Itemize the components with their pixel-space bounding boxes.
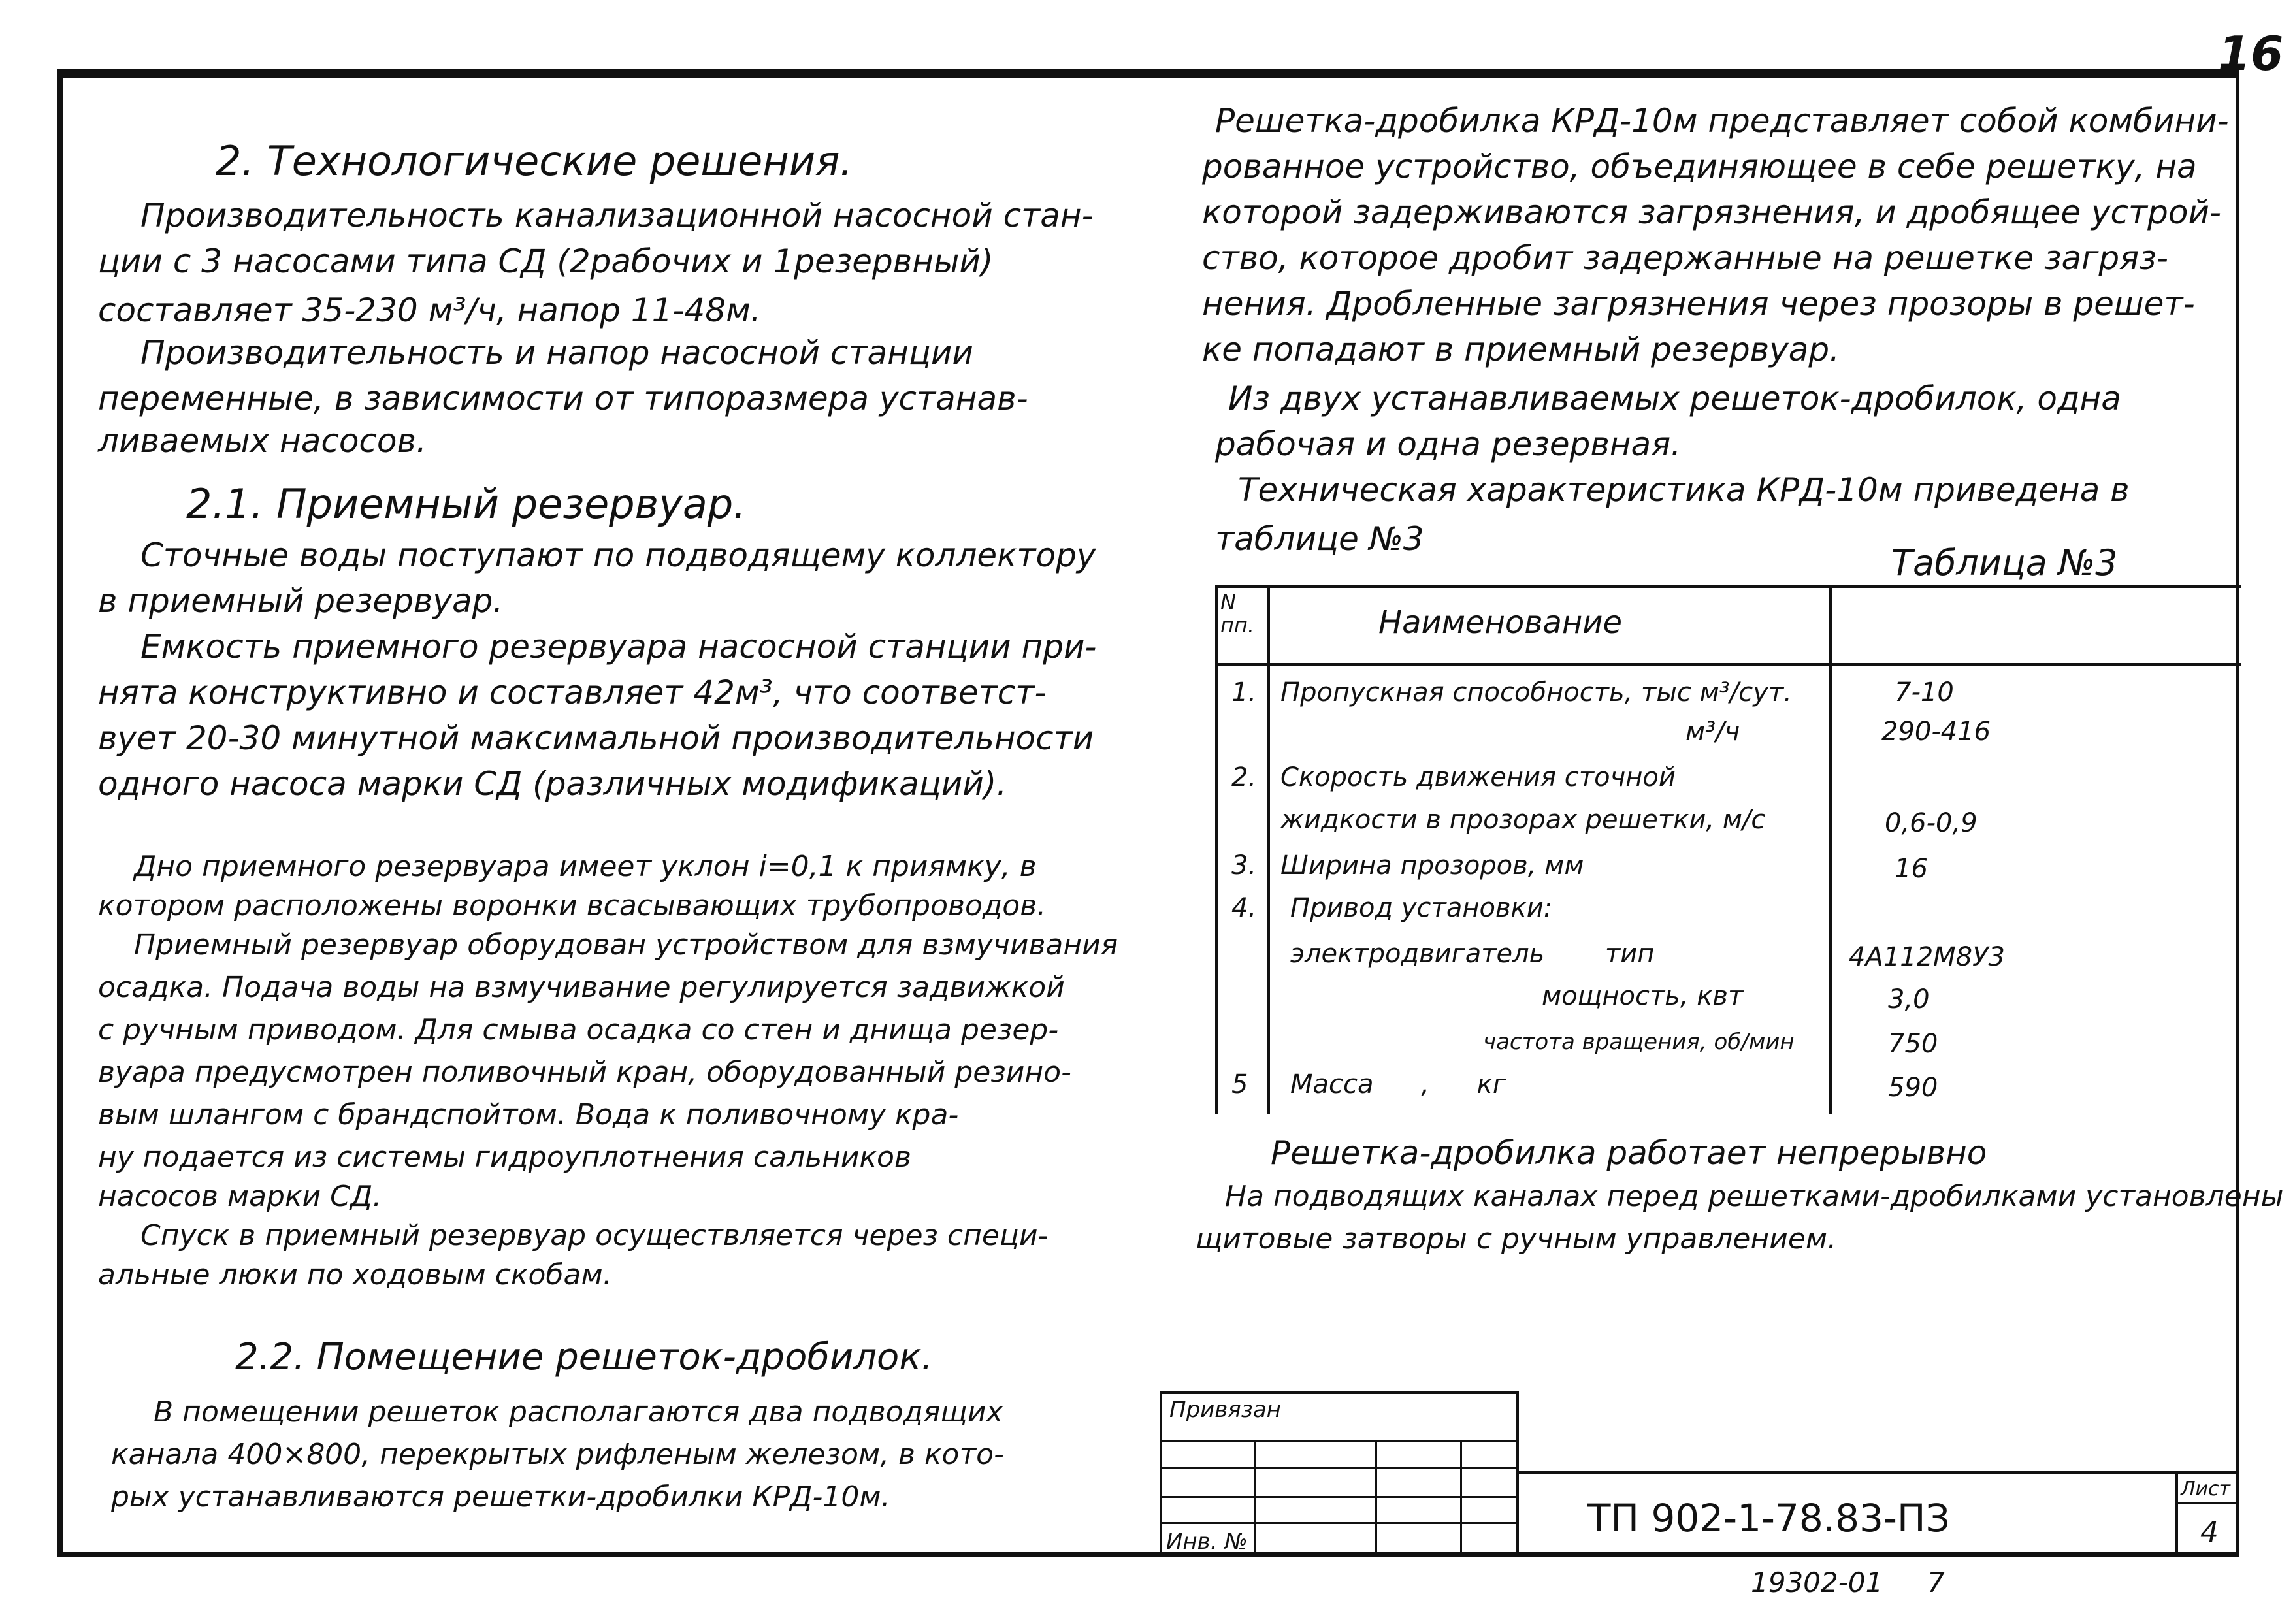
stamp-rule xyxy=(1254,1440,1256,1555)
table-cell-value: 16 xyxy=(1895,854,1928,884)
stamp-rule xyxy=(1519,1471,2239,1474)
para-text: нения. Дробленные загрязнения через прозоры в решет- xyxy=(1202,285,2195,323)
table-cell-num: 3. xyxy=(1231,851,1257,881)
para-text: ство, которое дробит задержанные на решетке загряз- xyxy=(1202,239,2168,277)
table-cell-name: Скорость движения сточной xyxy=(1280,762,1676,792)
para-text: переменные, в зависимости от типоразмера устанав- xyxy=(98,380,1028,417)
stamp-rule xyxy=(2175,1502,2239,1504)
table-col-rule xyxy=(1829,585,1832,1114)
table-cell-name: Привод установки: xyxy=(1290,893,1553,923)
para-text: Техническая характеристика КРД-10м приведена в xyxy=(1238,471,2130,509)
table-title: Таблица №3 xyxy=(1891,542,2118,583)
table-cell-num: 2. xyxy=(1231,762,1257,792)
para-text: Сточные воды поступают по подводящему коллектору xyxy=(140,536,1096,574)
para-text: щитовые затворы с ручным управлением. xyxy=(1196,1222,1837,1256)
table-cell-num: 5 xyxy=(1231,1069,1248,1099)
para-text: Производительность и напор насосной станции xyxy=(140,334,973,372)
table-cell-value: 7-10 xyxy=(1895,677,1954,707)
stamp-rule xyxy=(1160,1391,1519,1394)
para-text: рых устанавливаются решетки-дробилки КРД-10м. xyxy=(111,1480,890,1514)
table-col-rule xyxy=(1267,585,1270,1114)
para-text: ливаемых насосов. xyxy=(98,422,427,460)
stamp-rule xyxy=(1460,1440,1462,1555)
para-text: с ручным приводом. Для смыва осадка со стен и днища резер- xyxy=(98,1013,1059,1047)
para-text: ну подается из системы гидроуплотнения сальников xyxy=(98,1141,911,1174)
para-text: в приемный резервуар. xyxy=(98,582,504,620)
stamp-rule xyxy=(1160,1440,1519,1442)
para-text: котором расположены воронки всасывающих трубопроводов. xyxy=(98,889,1047,922)
para-text: ции с 3 насосами типа СД (2рабочих и 1резервный) xyxy=(98,242,994,280)
table-cell-name: жидкости в прозорах решетки, м/с xyxy=(1280,805,1766,835)
table-cell-name: м³/ч xyxy=(1685,717,1740,747)
para-text: Дно приемного резервуара имеет уклон i=0,1 к приямку, в xyxy=(134,850,1037,883)
corner-page-number: 16 xyxy=(2218,26,2284,81)
stamp-inv-number: Инв. № xyxy=(1166,1529,1248,1555)
table-left-rule xyxy=(1215,585,1218,1114)
para-text: нята конструктивно и составляет 42м³, что соответст- xyxy=(98,674,1047,711)
table-cell-name: Масса , кг xyxy=(1290,1069,1506,1099)
table-cell-name: мощность, квт xyxy=(1542,981,1744,1011)
archive-number-suffix: 7 xyxy=(1927,1567,1945,1599)
para-text: рабочая и одна резервная. xyxy=(1215,425,1682,463)
para-text: которой задерживаются загрязнения, и дробящее устрой- xyxy=(1202,193,2222,231)
para-text: ке попадают в приемный резервуар. xyxy=(1202,331,1840,368)
para-text: вуара предусмотрен поливочный кран, оборудованный резино- xyxy=(98,1056,1071,1089)
stamp-rule xyxy=(1160,1467,1519,1469)
para-text: насосов марки СД. xyxy=(98,1180,382,1213)
archive-number: 19302-01 xyxy=(1751,1567,1883,1599)
sheet-label: Лист xyxy=(2181,1478,2231,1501)
table-header-num: N пп. xyxy=(1220,590,1255,638)
para-text: Из двух устанавливаемых решеток-дробилок, одна xyxy=(1228,380,2121,417)
para-text: рованное устройство, объединяющее в себе решетку, на xyxy=(1202,148,2197,186)
table-cell-num: 1. xyxy=(1231,677,1257,707)
para-text: Решетка-дробилка работает непрерывно xyxy=(1271,1134,1987,1172)
table-header-name: Наименование xyxy=(1378,604,1623,641)
para-text: таблице №3 xyxy=(1215,520,1424,558)
table-cell-value: 3,0 xyxy=(1888,984,1930,1015)
section-heading-2-2: 2.2. Помещение решеток-дробилок. xyxy=(235,1336,933,1378)
para-text: На подводящих каналах перед решетками-дробилками установлены xyxy=(1225,1180,2284,1213)
stamp-rule xyxy=(1160,1522,1519,1524)
para-text: Спуск в приемный резервуар осуществляется через специ- xyxy=(140,1219,1049,1252)
table-top-rule xyxy=(1215,585,2241,588)
para-text: Приемный резервуар оборудован устройством для взмучивания xyxy=(134,928,1118,962)
document-code: ТП 902-1-78.83-ПЗ xyxy=(1587,1496,1950,1540)
table-cell-name: Ширина прозоров, мм xyxy=(1280,851,1584,881)
para-text: одного насоса марки СД (различных модификаций). xyxy=(98,765,1007,803)
para-text: Емкость приемного резервуара насосной станции при- xyxy=(140,628,1097,666)
para-text: Производительность канализационной насосной стан- xyxy=(140,197,1094,235)
para-text: вует 20-30 минутной максимальной производительности xyxy=(98,719,1094,757)
stamp-rule xyxy=(1375,1440,1377,1555)
table-cell-value: 590 xyxy=(1888,1073,1938,1103)
table-cell-value: 4А112М8У3 xyxy=(1849,942,2005,972)
stamp-rule xyxy=(1160,1391,1162,1555)
para-text: канала 400×800, перекрытых рифленым железом, в кото- xyxy=(111,1438,1004,1471)
para-text: составляет 35-230 м³/ч, напор 11-48м. xyxy=(98,291,761,329)
table-header-rule xyxy=(1215,663,2241,666)
sheet-number: 4 xyxy=(2200,1516,2219,1549)
table-cell-name: частота вращения, об/мин xyxy=(1483,1029,1795,1055)
table-cell-value: 290-416 xyxy=(1881,717,1991,747)
table-cell-num: 4. xyxy=(1231,893,1257,923)
para-text: осадка. Подача воды на взмучивание регулируется задвижкой xyxy=(98,971,1065,1004)
para-text: Решетка-дробилка КРД-10м представляет собой комбини- xyxy=(1215,102,2229,140)
stamp-rule xyxy=(2175,1471,2178,1556)
table-cell-value: 750 xyxy=(1888,1029,1938,1059)
para-text: В помещении решеток располагаются два подводящих xyxy=(154,1395,1003,1429)
section-heading-2-1: 2.1. Приемный резервуар. xyxy=(186,480,746,528)
stamp-privyazan: Привязан xyxy=(1169,1397,1281,1423)
table-cell-name: Пропускная способность, тыс м³/сут. xyxy=(1280,677,1792,707)
para-text: вым шлангом с брандспойтом. Вода к поливочному кра- xyxy=(98,1098,959,1131)
para-text: альные люки по ходовым скобам. xyxy=(98,1258,612,1291)
section-heading-2: 2. Технологические решения. xyxy=(216,137,853,185)
table-cell-value: 0,6-0,9 xyxy=(1885,808,1978,838)
table-cell-name: электродвигатель тип xyxy=(1290,939,1655,969)
stamp-rule xyxy=(1160,1496,1519,1498)
